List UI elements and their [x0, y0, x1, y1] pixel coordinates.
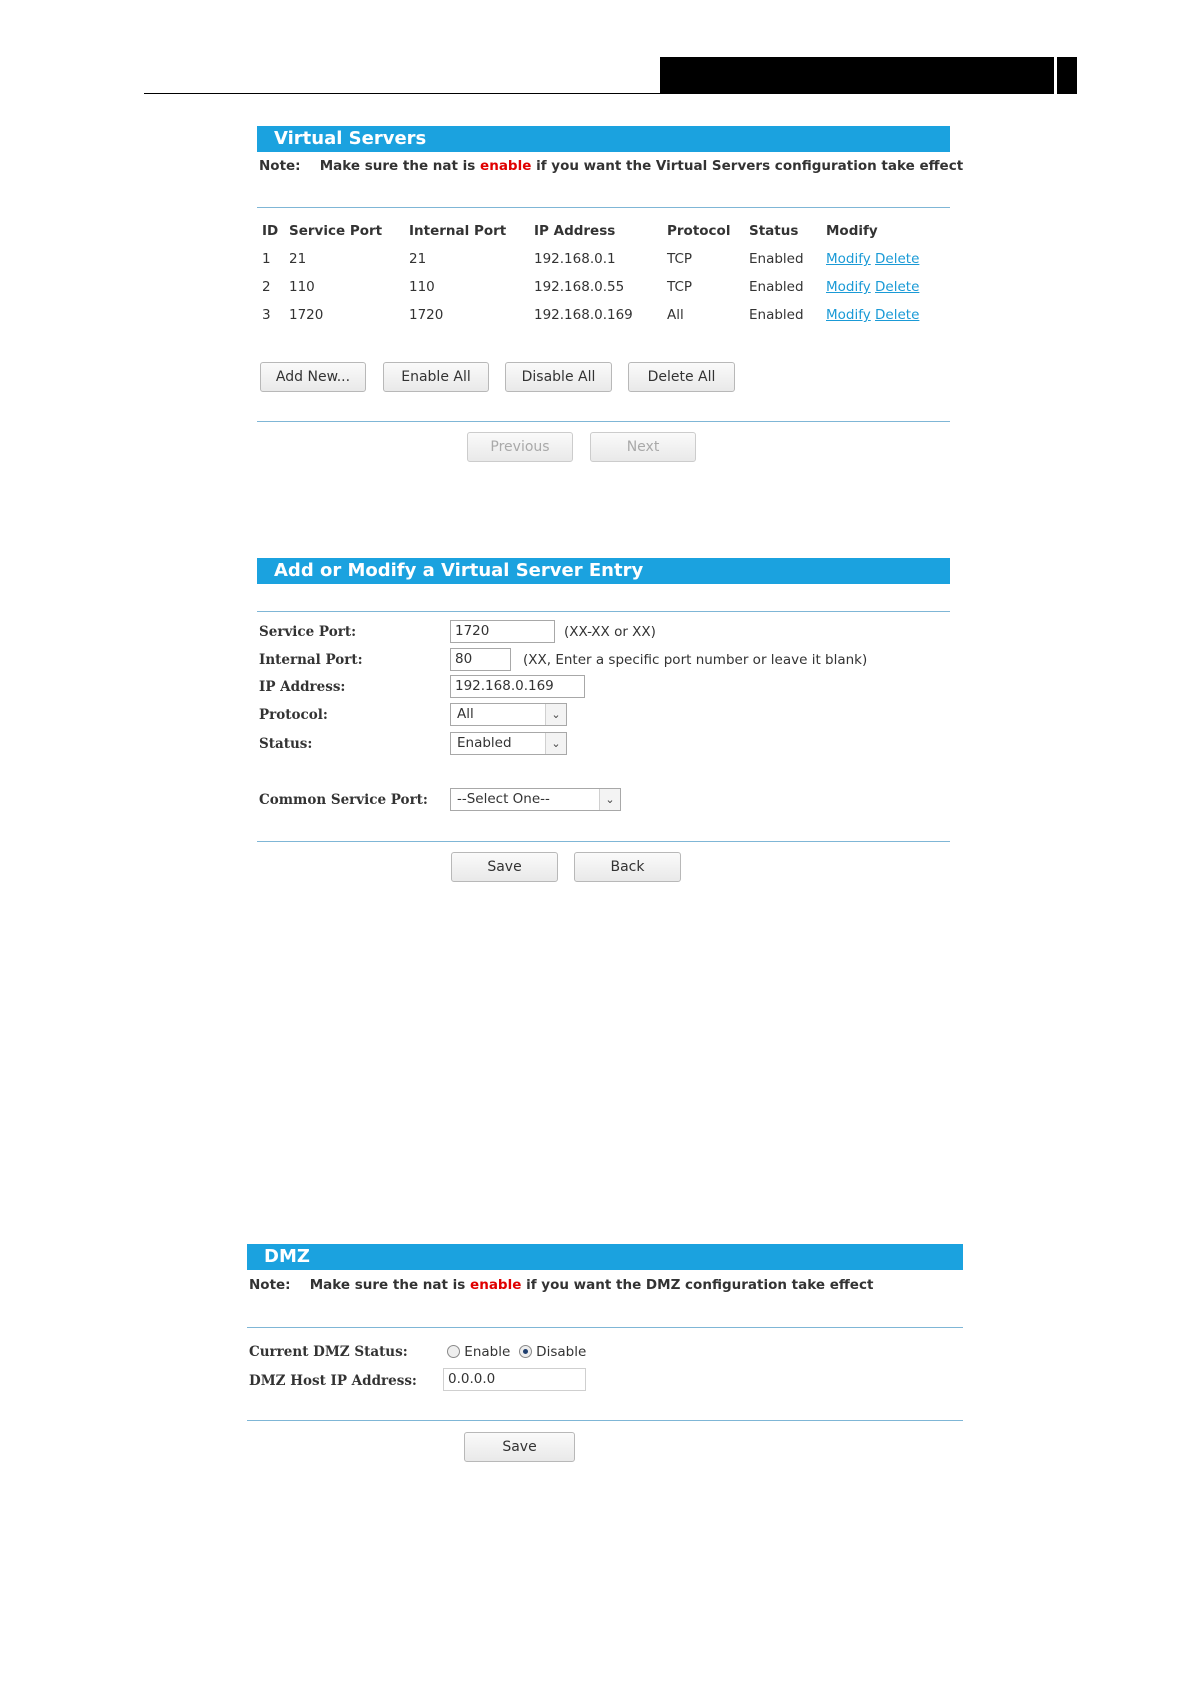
dmz-enable-radio[interactable] — [447, 1345, 460, 1358]
next-button[interactable]: Next — [590, 432, 696, 462]
dmz-status-options — [447, 1344, 586, 1360]
header-block — [660, 57, 1054, 94]
status-value: Enabled — [457, 735, 512, 751]
note-suffix: if you want the Virtual Servers configuration take effect — [531, 158, 964, 174]
divider — [247, 1420, 963, 1421]
ip-address-label: IP Address: — [259, 679, 346, 695]
cell-ip-address: 192.168.0.1 — [534, 251, 616, 267]
common-service-port-select[interactable] — [450, 788, 621, 811]
dmz-host-ip-input[interactable]: 0.0.0.0 — [443, 1368, 586, 1391]
internal-port-hint: (XX, Enter a specific port number or leave it blank) — [523, 652, 868, 668]
header-rule — [144, 93, 660, 94]
column-header-ip-address: IP Address — [534, 223, 616, 239]
note-suffix: if you want the DMZ configuration take effect — [521, 1277, 874, 1293]
save-button[interactable]: Save — [451, 852, 558, 882]
modify-link[interactable]: Modify — [826, 279, 871, 295]
cell-status: Enabled — [749, 279, 804, 295]
status-label: Status: — [259, 736, 313, 752]
internal-port-label: Internal Port: — [259, 652, 363, 668]
cell-ip-address: 192.168.0.55 — [534, 279, 625, 295]
column-header-internal-port: Internal Port — [409, 223, 507, 239]
cell-id: 2 — [262, 279, 271, 295]
internal-port-input[interactable]: 80 — [450, 648, 511, 671]
divider — [257, 611, 950, 612]
cell-ip-address: 192.168.0.169 — [534, 307, 633, 323]
dmz-disable-label: Disable — [536, 1344, 587, 1360]
modify-link[interactable]: Modify — [826, 307, 871, 323]
cell-status: Enabled — [749, 307, 804, 323]
cell-service-port: 110 — [289, 279, 315, 295]
column-header-modify: Modify — [826, 223, 878, 239]
divider — [257, 841, 950, 842]
delete-all-button[interactable]: Delete All — [628, 362, 735, 392]
cell-id: 1 — [262, 251, 271, 267]
protocol-value: All — [457, 706, 474, 722]
service-port-label: Service Port: — [259, 624, 357, 640]
cell-protocol: TCP — [667, 251, 693, 267]
chevron-down-icon: ⌄ — [599, 789, 620, 810]
previous-button[interactable]: Previous — [467, 432, 573, 462]
dmz-status-label: Current DMZ Status: — [249, 1344, 408, 1360]
add-new-button[interactable]: Add New... — [260, 362, 366, 392]
protocol-label: Protocol: — [259, 707, 328, 723]
cell-id: 3 — [262, 307, 271, 323]
chevron-down-icon: ⌄ — [545, 733, 566, 754]
note-highlight: enable — [480, 158, 532, 174]
cell-status: Enabled — [749, 251, 804, 267]
cell-service-port: 1720 — [289, 307, 324, 323]
delete-link[interactable]: Delete — [875, 251, 920, 267]
note-highlight: enable — [470, 1277, 522, 1293]
dmz-host-ip-label: DMZ Host IP Address: — [249, 1373, 417, 1389]
cell-internal-port: 21 — [409, 251, 427, 267]
disable-all-button[interactable]: Disable All — [505, 362, 612, 392]
common-service-port-value: --Select One-- — [457, 791, 550, 807]
note-label: Note: — [249, 1277, 291, 1293]
back-button[interactable]: Back — [574, 852, 681, 882]
note-prefix: Make sure the nat is — [309, 1277, 471, 1293]
dmz-enable-label: Enable — [464, 1344, 511, 1360]
divider — [257, 421, 950, 422]
note-label: Note: — [259, 158, 301, 174]
header-block-end — [1057, 57, 1077, 94]
add-modify-title: Add or Modify a Virtual Server Entry — [257, 558, 950, 584]
cell-protocol: TCP — [667, 279, 693, 295]
dmz-note — [249, 1277, 873, 1293]
virtual-servers-title: Virtual Servers — [257, 126, 950, 152]
divider — [247, 1327, 963, 1328]
delete-link[interactable]: Delete — [875, 307, 920, 323]
dmz-title: DMZ — [247, 1244, 963, 1270]
column-header-service-port: Service Port — [289, 223, 383, 239]
chevron-down-icon: ⌄ — [545, 704, 566, 725]
enable-all-button[interactable]: Enable All — [383, 362, 489, 392]
column-header-protocol: Protocol — [667, 223, 731, 239]
service-port-input[interactable]: 1720 — [450, 620, 555, 643]
virtual-servers-note — [259, 158, 963, 174]
cell-internal-port: 1720 — [409, 307, 444, 323]
delete-link[interactable]: Delete — [875, 279, 920, 295]
modify-link[interactable]: Modify — [826, 251, 871, 267]
protocol-select[interactable] — [450, 703, 567, 726]
dmz-save-button[interactable]: Save — [464, 1432, 575, 1462]
column-header-id: ID — [262, 223, 279, 239]
common-service-port-label: Common Service Port: — [259, 792, 428, 808]
divider — [257, 207, 950, 208]
cell-protocol: All — [667, 307, 684, 323]
cell-internal-port: 110 — [409, 279, 435, 295]
column-header-status: Status — [749, 223, 799, 239]
status-select[interactable] — [450, 732, 567, 755]
dmz-disable-radio[interactable] — [519, 1345, 532, 1358]
ip-address-input[interactable]: 192.168.0.169 — [450, 675, 585, 698]
service-port-hint: (XX-XX or XX) — [564, 624, 656, 640]
cell-service-port: 21 — [289, 251, 307, 267]
note-prefix: Make sure the nat is — [319, 158, 481, 174]
